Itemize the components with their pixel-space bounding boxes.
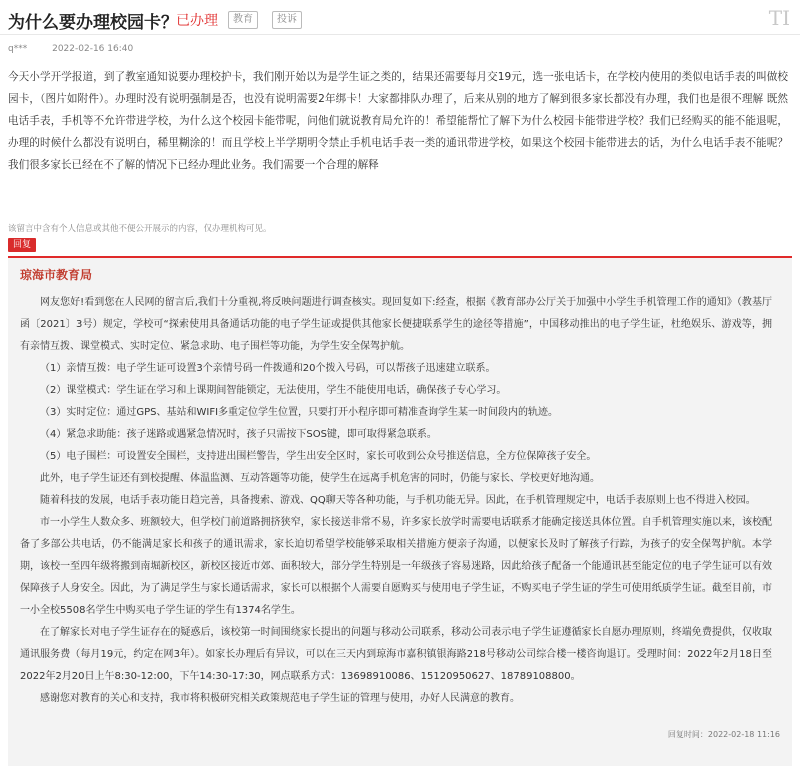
reply-item: （4）紧急求助能：孩子迷路或遇紧急情况时，孩子只需按下SOS键，即可取得紧急联系。 xyxy=(40,429,437,440)
privacy-notice: 该留言中含有个人信息或其他不便公开展示的内容，仅办理机构可见。 xyxy=(8,224,272,234)
question-body: 今天小学开学报道，到了教室通知说要办理校护卡，我们刚开始以为是学生证之类的，结果还需要每月交19元，选一张电话卡，在学校内使用的类似电话手表的叫做校园卡，（图片如附件）。办理时没有说明强制是否，也没有说明需要2年绑卡！大家都排队办理了，后来从别的地方了解到很多家长都没有办理，我们也是很不理解 既然电话手表，手机等不允许带进学校，为什么这个校园卡能带呢，问他们就说教育局允许的！希望能帮忙了解下为什么校园卡能带进学校？我们已经购买的能不能退呢，办理的时候什么都没有说明白，稀里糊涂的！而且学校上半学期明令禁止手机电话手表一类的通讯带进学校，如果这个校园卡能带进去的话，为什么电话手表不能呢？我们很多家长已经在不了解的情况下已经办理此业务。我们需要一个合理的解释 xyxy=(8,71,788,171)
reply-paragraph: 随着科技的发展，电话手表功能日趋完善，具备搜索、游戏、QQ聊天等各种功能，与手机功能无异。因此，在手机管理规定中，电话手表原则上也不得进入校园。 xyxy=(40,495,756,506)
font-size-toggle-icon[interactable]: TI xyxy=(768,6,790,30)
reply-body xyxy=(20,292,772,710)
reply-paragraph: 市一小学生人数众多、班额较大，但学校门前道路拥挤狭窄，家长接送非常不易，许多家长放学时需要电话联系才能确定接送具体位置。自手机管理实施以来，该校配备了多部公共电话，仍不能满足家长和孩子的通讯需求，家长迫切希望学校能够采取相关措施方便亲子沟通，以便家长及时了解孩子行踪，为孩子的安全保驾护航。本学期，该校一至四年级将搬到南堀新校区，新校区接近市郊、面积较大，部分学生特别是一年级孩子容易迷路，因此给孩子配备一个能通讯甚至能定位的电子学生证可以有效保障孩子人身安全。因此，为了满足学生与家长通话需求，家长可以根据个人需要自愿购买与使用电子学生证，不购买电子学生证的学生可使用纸质学生证。截至目前，市一小全校5508名学生中购买电子学生证的学生有1374名学生。 xyxy=(20,517,772,616)
reply-item: （3）实时定位：通过GPS、基站和WIFI多重定位学生位置，只要打开小程序即可精准查询学生某一时间段内的轨迹。 xyxy=(40,407,559,418)
reply-box xyxy=(8,256,792,766)
category-tag[interactable]: 教育 xyxy=(228,11,258,29)
reply-time-value: 2022-02-18 11:16 xyxy=(707,730,780,739)
reply-paragraph: 此外，电子学生证还有到校提醒、体温监测、互动答题等功能，使学生在远离手机危害的同时，仍能与家长、学校更好地沟通。 xyxy=(40,473,600,484)
reply-org: 琼海市教育局 xyxy=(20,268,93,282)
reply-item: （1）亲情互拨：电子学生证可设置3个亲情号码一件拨通和20个拨入号码，可以帮孩子迅速建立联系。 xyxy=(40,363,496,374)
reply-paragraph: 在了解家长对电子学生证存在的疑惑后，该校第一时间围绕家长提出的问题与移动公司联系，移动公司表示电子学生证遵循家长自愿办理原则，终端免费提供，仅收取通讯服务费（每月19元，约定在网3年）。如家长办理后有异议，可以在三天内到琼海市嘉积镇银海路218号移动公司综合楼一楼咨询退订。受理时间：2022年2月18日至2022年2月20日上午8:30-12:00，下午14:30-17:30，网点联系方式：13698910086、15120950627、18789108800。 xyxy=(20,627,772,682)
reply-label: 回复 xyxy=(8,238,36,252)
post-date: 2022-02-16 16:40 xyxy=(52,44,134,54)
status-badge: 已办理 xyxy=(176,13,218,29)
reply-paragraph: 感谢您对教育的关心和支持，我市将积极研究相关政策规范电子学生证的管理与使用，办好人民满意的教育。 xyxy=(40,693,520,704)
type-tag[interactable]: 投诉 xyxy=(272,11,302,29)
reply-item: （2）课堂模式：学生证在学习和上课期间智能锁定，无法使用，学生不能使用电话，确保孩子专心学习。 xyxy=(40,385,507,396)
divider xyxy=(0,34,800,35)
poster-name: q*** xyxy=(8,44,28,54)
page-header xyxy=(8,6,792,34)
reply-time xyxy=(668,729,780,740)
reply-item: （5）电子围栏：可设置安全围栏，支持进出围栏警告，学生出安全区时，家长可收到公众号推送信息，全方位保障孩子安全。 xyxy=(40,451,597,462)
reply-paragraph: 网友您好!看到您在人民网的留言后,我们十分重视,将反映问题进行调查核实。现回复如下:经查，根据《教育部办公厅关于加强中小学生手机管理工作的通知》（教基厅函〔2021〕3号）规定，学校可“探索使用具备通话功能的电子学生证或提供其他家长便捷联系学生的途径等措施”，中国移动推出的电子学生证，杜绝娱乐、游戏等，拥有亲情互拨、课堂模式、实时定位、紧急求助、电子围栏等功能，为学生安全保驾护航。 xyxy=(20,297,772,352)
reply-time-label: 回复时间： xyxy=(667,730,708,739)
page-title: 为什么要办理校园卡？ xyxy=(8,13,178,33)
post-meta xyxy=(8,44,133,54)
